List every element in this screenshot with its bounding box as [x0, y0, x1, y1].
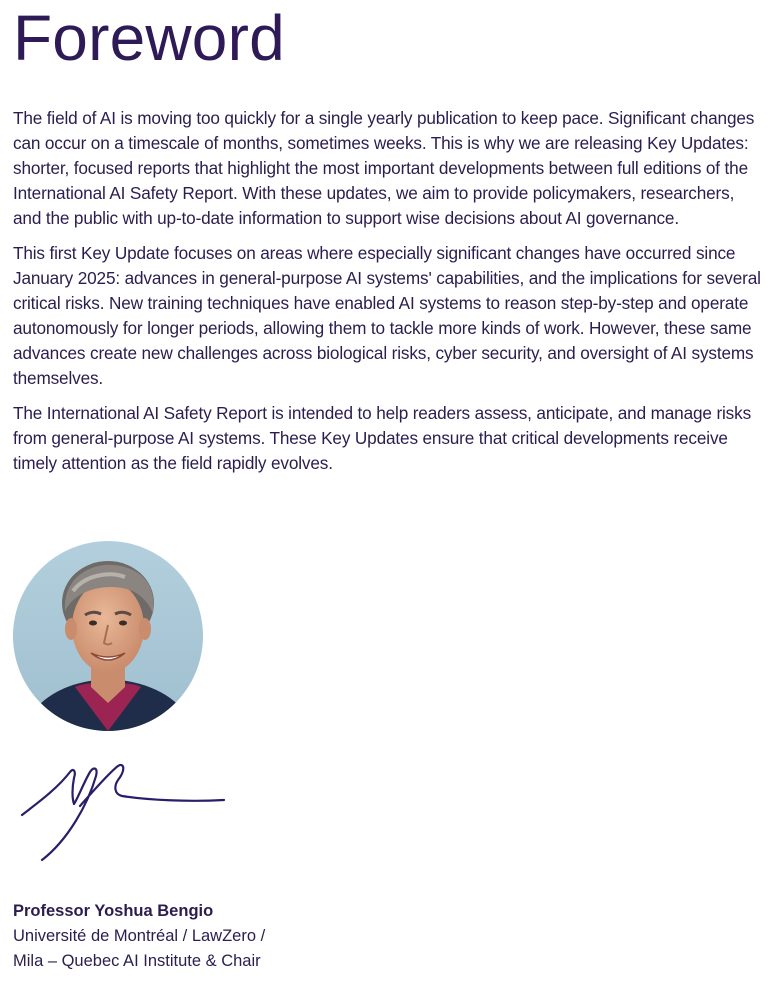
signatory-name: Professor Yoshua Bengio	[13, 902, 214, 920]
signature	[18, 760, 228, 870]
portrait-photo	[13, 541, 203, 731]
paragraph-3: The International AI Safety Report is intended to help readers assess, anticipate, and manage risks from general-purpose AI systems. These Key Updates ensure that critical developments receive timely attention as the field rapidly evolves.	[13, 403, 752, 473]
paragraph-1: The field of AI is moving too quickly for a single yearly publication to keep pace. Significant changes can occur on a timescale of months, sometimes weeks. This is why we are releasing Key Updates: shorter, focused reports that highlight the most important developments between full editions of the International AI Safety Report. With these updates, we aim to provide policymakers, researchers, and the public with up-to-date information to support wise decisions about AI governance.	[13, 108, 755, 228]
page-title: Foreword	[13, 2, 285, 74]
foreword-body	[13, 106, 761, 486]
signatory-affiliation-line1: Université de Montréal / LawZero /	[13, 927, 266, 945]
signatory-block	[13, 899, 265, 974]
paragraph-2: This first Key Update focuses on areas where especially significant changes have occurred since January 2025: advances in general-purpose AI systems' capabilities, and the implications for several critical risks. New training techniques have enabled AI systems to reason step-by-step and operate autonomously for longer periods, allowing them to tackle more kinds of work. However, these same advances create new challenges across biological risks, cyber security, and oversight of AI systems themselves.	[13, 243, 761, 388]
signatory-affiliation-line2: Mila – Quebec AI Institute & Chair	[13, 952, 261, 970]
portrait-icon	[13, 541, 203, 731]
handwritten-signature-icon	[18, 760, 228, 865]
